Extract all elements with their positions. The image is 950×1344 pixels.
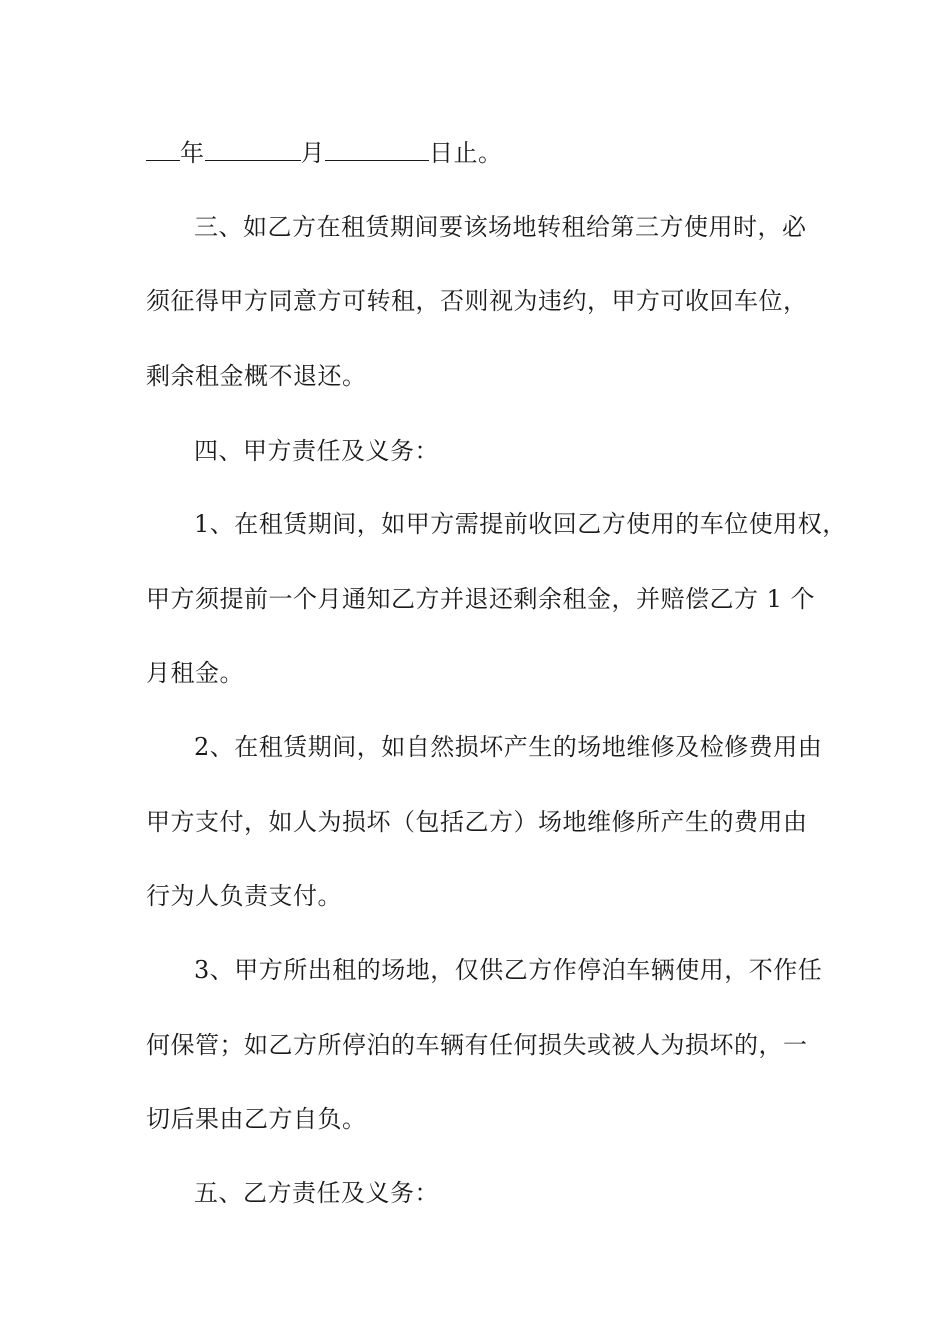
item-4-1-line-2: 甲方须提前一个月通知乙方并退还剩余租金，并赔偿乙方 1 个 xyxy=(146,585,816,613)
year-label: 年 xyxy=(180,139,205,167)
day-blank xyxy=(325,138,429,161)
item-4-3-line-3: 切后果由乙方自负。 xyxy=(146,1105,367,1133)
item-4-2-line-1: 2、在租赁期间，如自然损坏产生的场地维修及检修费用由 xyxy=(194,733,823,761)
month-label: 月 xyxy=(300,139,325,167)
section-4-heading: 四、甲方责任及义务： xyxy=(194,437,439,465)
clause-3-line-1: 三、如乙方在租赁期间要该场地转租给第三方使用时，必 xyxy=(194,213,807,241)
item-4-2-line-3: 行为人负责支付。 xyxy=(146,882,342,910)
clause-3-line-3: 剩余租金概不退还。 xyxy=(146,362,367,390)
item-4-2-line-2: 甲方支付，如人为损坏（包括乙方）场地维修所产生的费用由 xyxy=(146,808,808,836)
item-4-1-line-3: 月租金。 xyxy=(146,659,244,687)
item-4-3-line-1: 3、甲方所出租的场地，仅供乙方作停泊车辆使用，不作任 xyxy=(194,956,823,984)
clause-3-line-2: 须征得甲方同意方可转租，否则视为违约，甲方可收回车位， xyxy=(146,287,808,315)
year-blank xyxy=(146,138,180,161)
item-4-1-line-1: 1、在租赁期间，如甲方需提前收回乙方使用的车位使用权， xyxy=(194,510,847,538)
month-blank xyxy=(205,138,301,161)
day-label: 日止。 xyxy=(429,139,503,167)
item-4-3-line-2: 何保管；如乙方所停泊的车辆有任何损失或被人为损坏的，一 xyxy=(146,1031,808,1059)
section-5-heading: 五、乙方责任及义务： xyxy=(194,1179,439,1207)
date-end-line xyxy=(146,138,503,168)
